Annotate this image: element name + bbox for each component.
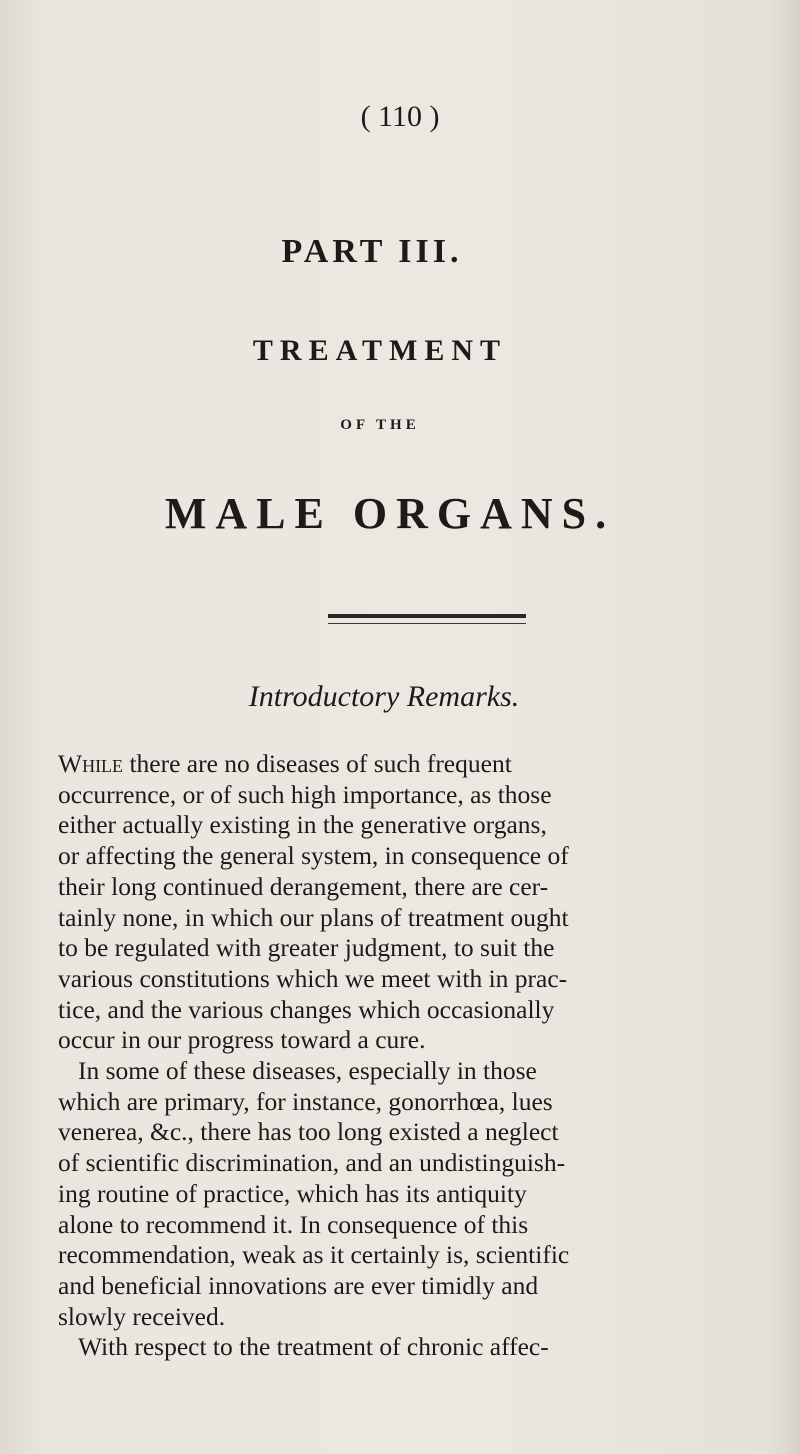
body-line: various constitutions which we meet with in prac- bbox=[58, 963, 568, 993]
body-line: ing routine of practice, which has its antiquity bbox=[58, 1178, 527, 1208]
section-divider-thick bbox=[328, 614, 526, 618]
body-line: tainly none, in which our plans of treatment ought bbox=[58, 902, 569, 932]
body-line: or affecting the general system, in consequence of bbox=[58, 841, 569, 871]
page-number: ( 110 ) bbox=[360, 100, 440, 133]
body-line: which are primary, for instance, gonorrhœa, lues bbox=[58, 1086, 553, 1116]
body-line: occurrence, or of such high importance, as those bbox=[58, 779, 552, 809]
of-the-heading: OF THE bbox=[340, 417, 420, 433]
body-line: alone to recommend it. In consequence of this bbox=[58, 1209, 529, 1239]
body-line-text: there are no diseases of such frequent bbox=[123, 749, 512, 778]
body-text bbox=[58, 749, 770, 1363]
body-line: of scientific discrimination, and an undistinguish- bbox=[58, 1148, 566, 1178]
body-line: occur in our progress toward a cure. bbox=[58, 1025, 426, 1055]
treatment-heading: TREATMENT bbox=[252, 334, 508, 367]
part-heading: PART III. bbox=[281, 233, 463, 270]
body-line: venerea, &c., there has too long existed a neglect bbox=[58, 1117, 559, 1147]
body-line: and beneficial innovations are ever timidly and bbox=[58, 1270, 539, 1300]
body-line: slowly received. bbox=[58, 1301, 226, 1331]
male-organs-heading: MALE ORGANS. bbox=[164, 489, 616, 538]
body-line: In some of these diseases, especially in those bbox=[78, 1056, 537, 1086]
body-line bbox=[58, 749, 770, 780]
body-line: With respect to the treatment of chronic affec- bbox=[78, 1332, 549, 1362]
section-title: Introductory Remarks. bbox=[248, 680, 520, 713]
body-line: to be regulated with greater judgment, to suit the bbox=[58, 933, 555, 963]
body-line: either actually existing in the generative organs, bbox=[58, 810, 547, 840]
body-line-lead: While bbox=[58, 749, 124, 778]
body-line: tice, and the various changes which occasionally bbox=[58, 994, 555, 1024]
section-divider-thin bbox=[328, 623, 526, 624]
body-line: their long continued derangement, there are cer- bbox=[58, 871, 549, 901]
body-line: recommendation, weak as it certainly is, scientific bbox=[58, 1240, 570, 1270]
